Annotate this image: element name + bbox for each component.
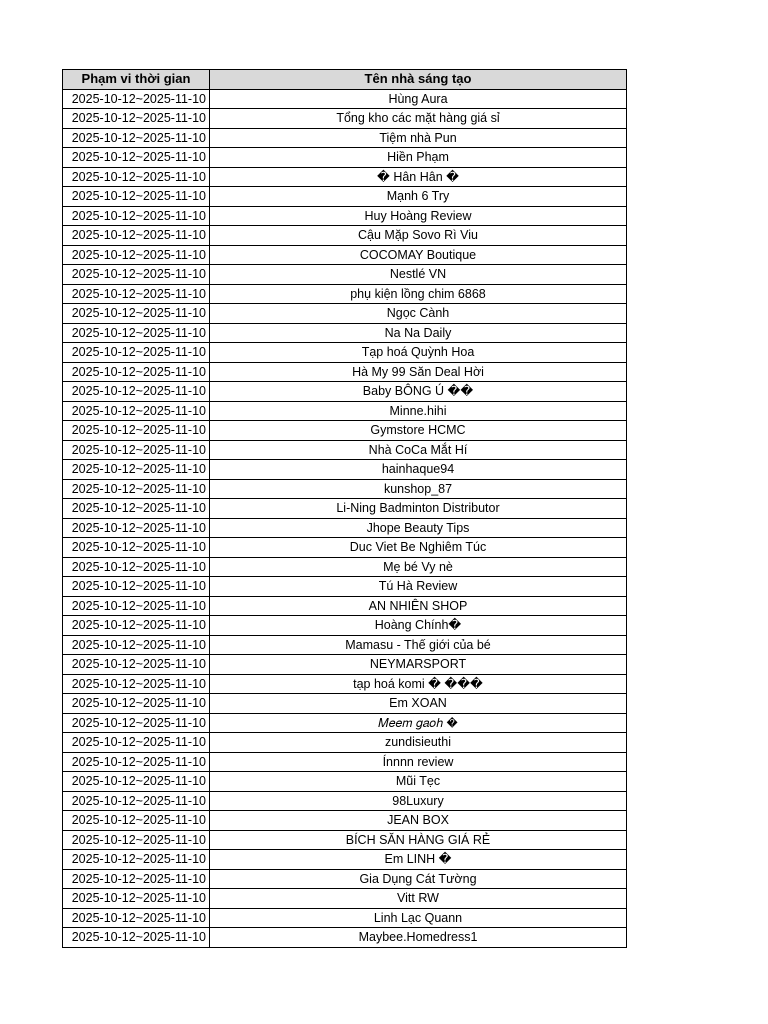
time-range-cell: 2025-10-12~2025-11-10: [63, 772, 210, 792]
time-range-cell: 2025-10-12~2025-11-10: [63, 323, 210, 343]
time-range-cell: 2025-10-12~2025-11-10: [63, 635, 210, 655]
column-header-time-range: Phạm vi thời gian: [63, 70, 210, 90]
table-row: [63, 908, 627, 928]
time-range-cell: 2025-10-12~2025-11-10: [63, 109, 210, 129]
time-range-cell: 2025-10-12~2025-11-10: [63, 850, 210, 870]
time-range-cell: 2025-10-12~2025-11-10: [63, 226, 210, 246]
creator-name-cell: zundisieuthi: [210, 733, 627, 753]
table-row: [63, 148, 627, 168]
creator-name-cell: Cậu Mặp Sovo Rì Viu: [210, 226, 627, 246]
table-row: [63, 577, 627, 597]
table-row: [63, 460, 627, 480]
table-row: [63, 167, 627, 187]
creator-name-cell: COCOMAY Boutique: [210, 245, 627, 265]
creator-name-cell: Vitt RW: [210, 889, 627, 909]
creator-name-cell: NEYMARSPORT: [210, 655, 627, 675]
column-header-creator-name: Tên nhà sáng tạo: [210, 70, 627, 90]
table-row: [63, 733, 627, 753]
creator-name-cell: Na Na Daily: [210, 323, 627, 343]
table-row: [63, 616, 627, 636]
time-range-cell: 2025-10-12~2025-11-10: [63, 187, 210, 207]
creator-name-cell: JEAN BOX: [210, 811, 627, 831]
time-range-cell: 2025-10-12~2025-11-10: [63, 206, 210, 226]
creator-name-cell: Mẹ bé Vy nè: [210, 557, 627, 577]
time-range-cell: 2025-10-12~2025-11-10: [63, 362, 210, 382]
time-range-cell: 2025-10-12~2025-11-10: [63, 382, 210, 402]
table-row: [63, 889, 627, 909]
table-row: [63, 323, 627, 343]
table-row: [63, 440, 627, 460]
creator-table: [62, 69, 627, 948]
table-row: [63, 538, 627, 558]
time-range-cell: 2025-10-12~2025-11-10: [63, 148, 210, 168]
time-range-cell: 2025-10-12~2025-11-10: [63, 401, 210, 421]
creator-name-cell: Ngọc Cành: [210, 304, 627, 324]
time-range-cell: 2025-10-12~2025-11-10: [63, 128, 210, 148]
time-range-cell: 2025-10-12~2025-11-10: [63, 577, 210, 597]
creator-name-cell: Li-Ning Badminton Distributor: [210, 499, 627, 519]
creator-name-cell: BÍCH SĂN HÀNG GIÁ RẺ: [210, 830, 627, 850]
creator-name-cell: Minne.hihi: [210, 401, 627, 421]
time-range-cell: 2025-10-12~2025-11-10: [63, 889, 210, 909]
creator-name-cell: Tú Hà Review: [210, 577, 627, 597]
creator-name-cell: 98Luxury: [210, 791, 627, 811]
time-range-cell: 2025-10-12~2025-11-10: [63, 791, 210, 811]
table-row: [63, 382, 627, 402]
time-range-cell: 2025-10-12~2025-11-10: [63, 245, 210, 265]
table-row: [63, 850, 627, 870]
table-row: [63, 655, 627, 675]
creator-name-cell: Nestlé VN: [210, 265, 627, 285]
table-row: [63, 694, 627, 714]
time-range-cell: 2025-10-12~2025-11-10: [63, 616, 210, 636]
table-row: [63, 772, 627, 792]
table-row: [63, 674, 627, 694]
time-range-cell: 2025-10-12~2025-11-10: [63, 304, 210, 324]
creator-name-cell: Hoàng Chính�: [210, 616, 627, 636]
table-row: [63, 713, 627, 733]
table-row: [63, 304, 627, 324]
table-row: [63, 343, 627, 363]
time-range-cell: 2025-10-12~2025-11-10: [63, 167, 210, 187]
table-row: [63, 791, 627, 811]
table-row: [63, 869, 627, 889]
creator-name-cell: Nhà CoCa Mắt Hí: [210, 440, 627, 460]
time-range-cell: 2025-10-12~2025-11-10: [63, 869, 210, 889]
time-range-cell: 2025-10-12~2025-11-10: [63, 343, 210, 363]
table-row: [63, 479, 627, 499]
table-row: [63, 89, 627, 109]
creator-name-cell: Baby BÔNG Ú ��: [210, 382, 627, 402]
time-range-cell: 2025-10-12~2025-11-10: [63, 830, 210, 850]
creator-name-cell: hainhaque94: [210, 460, 627, 480]
creator-name-cell: 𝑀𝑒𝑒𝑚 𝑔𝑎𝑜ℎ �: [210, 713, 627, 733]
creator-name-cell: Em LINH �: [210, 850, 627, 870]
creator-name-cell: Linh Lạc Quann: [210, 908, 627, 928]
table-row: [63, 265, 627, 285]
table-row: [63, 226, 627, 246]
table-row: [63, 499, 627, 519]
creator-name-cell: Mạnh 6 Try: [210, 187, 627, 207]
creator-name-cell: Tiệm nhà Pun: [210, 128, 627, 148]
time-range-cell: 2025-10-12~2025-11-10: [63, 752, 210, 772]
table-row: [63, 557, 627, 577]
creator-name-cell: AN NHIÊN SHOP: [210, 596, 627, 616]
creator-name-cell: phụ kiện lồng chim 6868: [210, 284, 627, 304]
time-range-cell: 2025-10-12~2025-11-10: [63, 89, 210, 109]
creator-name-cell: Tổng kho các mặt hàng giá sỉ: [210, 109, 627, 129]
table-row: [63, 362, 627, 382]
table-row: [63, 128, 627, 148]
time-range-cell: 2025-10-12~2025-11-10: [63, 928, 210, 948]
time-range-cell: 2025-10-12~2025-11-10: [63, 440, 210, 460]
time-range-cell: 2025-10-12~2025-11-10: [63, 421, 210, 441]
time-range-cell: 2025-10-12~2025-11-10: [63, 694, 210, 714]
creator-name-cell: Gymstore HCMC: [210, 421, 627, 441]
table-row: [63, 635, 627, 655]
creator-name-cell: Tạp hoá Quỳnh Hoa: [210, 343, 627, 363]
time-range-cell: 2025-10-12~2025-11-10: [63, 557, 210, 577]
table-row: [63, 518, 627, 538]
time-range-cell: 2025-10-12~2025-11-10: [63, 538, 210, 558]
time-range-cell: 2025-10-12~2025-11-10: [63, 518, 210, 538]
table-row: [63, 109, 627, 129]
creator-name-cell: � Hân Hân �: [210, 167, 627, 187]
creator-name-cell: Huy Hoàng Review: [210, 206, 627, 226]
creator-name-cell: Hùng Aura: [210, 89, 627, 109]
creator-name-cell: Mũi Tẹc: [210, 772, 627, 792]
creator-name-cell: Hà My 99 Săn Deal Hời: [210, 362, 627, 382]
table-row: [63, 421, 627, 441]
creator-name-cell: Duc Viet Be Nghiêm Túc: [210, 538, 627, 558]
time-range-cell: 2025-10-12~2025-11-10: [63, 713, 210, 733]
creator-name-cell: Em XOAN: [210, 694, 627, 714]
table-row: [63, 401, 627, 421]
creator-name-cell: Jhope Beauty Tips: [210, 518, 627, 538]
creator-name-cell: Gia Dụng Cát Tường: [210, 869, 627, 889]
table-row: [63, 206, 627, 226]
time-range-cell: 2025-10-12~2025-11-10: [63, 265, 210, 285]
time-range-cell: 2025-10-12~2025-11-10: [63, 655, 210, 675]
table-row: [63, 811, 627, 831]
time-range-cell: 2025-10-12~2025-11-10: [63, 733, 210, 753]
creator-name-cell: kunshop_87: [210, 479, 627, 499]
table-row: [63, 830, 627, 850]
creator-name-cell: tạp hoá komi � ���: [210, 674, 627, 694]
table-row: [63, 752, 627, 772]
table-row: [63, 596, 627, 616]
creator-name-cell: Hiền Phạm: [210, 148, 627, 168]
creator-name-cell: Maybee.Homedress1: [210, 928, 627, 948]
table-row: [63, 928, 627, 948]
time-range-cell: 2025-10-12~2025-11-10: [63, 674, 210, 694]
time-range-cell: 2025-10-12~2025-11-10: [63, 479, 210, 499]
creator-name-cell: Ínnnn review: [210, 752, 627, 772]
time-range-cell: 2025-10-12~2025-11-10: [63, 596, 210, 616]
table-row: [63, 187, 627, 207]
time-range-cell: 2025-10-12~2025-11-10: [63, 908, 210, 928]
table-body: [63, 89, 627, 947]
time-range-cell: 2025-10-12~2025-11-10: [63, 499, 210, 519]
time-range-cell: 2025-10-12~2025-11-10: [63, 284, 210, 304]
time-range-cell: 2025-10-12~2025-11-10: [63, 460, 210, 480]
creator-name-cell: Mamasu - Thế giới của bé: [210, 635, 627, 655]
table-row: [63, 245, 627, 265]
table-row: [63, 284, 627, 304]
time-range-cell: 2025-10-12~2025-11-10: [63, 811, 210, 831]
header-row: [63, 70, 627, 90]
